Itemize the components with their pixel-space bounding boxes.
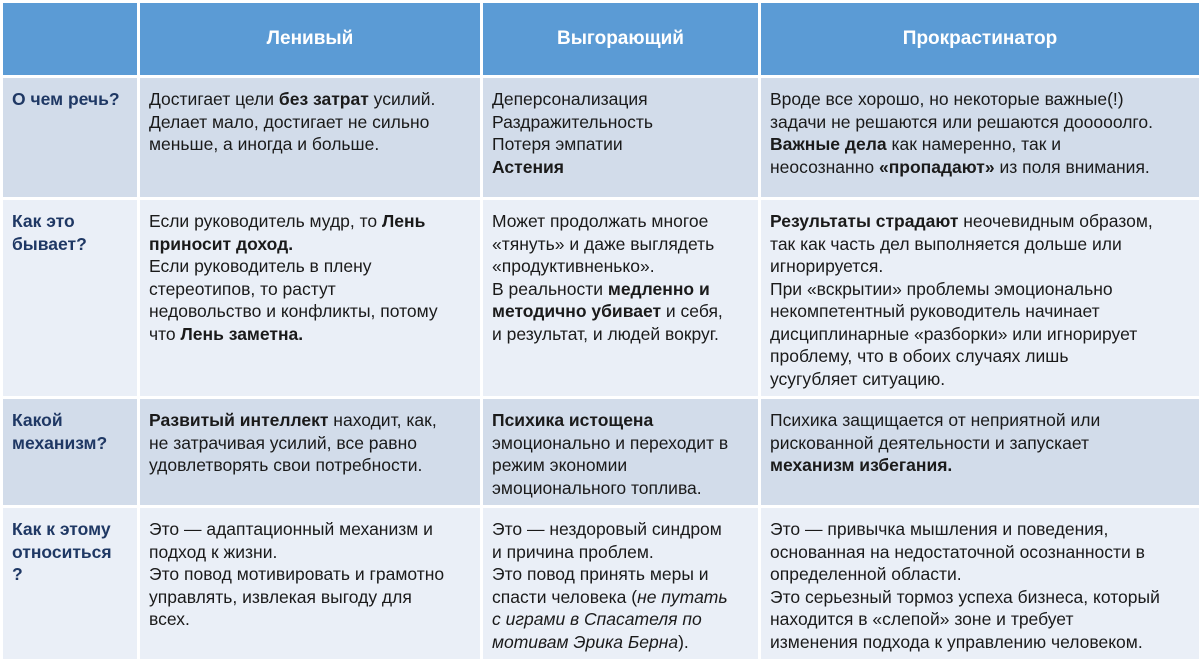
cell-line [492, 278, 750, 301]
text-run: Это повод принять меры и [492, 564, 709, 584]
row-label-line: О чем речь? [12, 89, 120, 109]
cell-procrastinator [760, 398, 1199, 507]
cell-line [492, 409, 750, 432]
header-row [2, 2, 1199, 77]
bold-text: без затрат [279, 89, 369, 109]
bold-text: медленно и [608, 279, 710, 299]
cell-line [149, 133, 472, 156]
cell-line [770, 233, 1191, 256]
cell-line [149, 586, 472, 609]
text-run: подход к жизни. [149, 542, 277, 562]
cell-line [770, 133, 1191, 156]
cell-line [149, 88, 472, 111]
cell-line [770, 345, 1191, 368]
text-run: проблему, что в обоих случаях лишь [770, 346, 1068, 366]
text-run: и результат, и людей вокруг. [492, 324, 719, 344]
bold-text: Лень [382, 211, 425, 231]
cell-line [770, 156, 1191, 179]
text-run: находит, как, [328, 410, 436, 430]
cell-line [492, 541, 750, 564]
row-label [2, 77, 139, 199]
row-label-line: бывает? [12, 234, 87, 254]
table-body [2, 77, 1199, 661]
cell-lazy [139, 398, 482, 507]
text-run: не затрачивая усилий, все равно [149, 433, 417, 453]
text-run: игнорируется. [770, 256, 883, 276]
text-run: Это — привычка мышления и поведения, [770, 519, 1108, 539]
cell-procrastinator [760, 507, 1199, 661]
header-corner [2, 2, 139, 77]
cell-line [492, 563, 750, 586]
cell-line [770, 368, 1191, 391]
cell-lazy [139, 507, 482, 661]
row-label-line: Как к этому [12, 519, 111, 539]
text-run: основанная на недостаточной осознанности в [770, 542, 1145, 562]
cell-line [770, 300, 1191, 323]
bold-text: Развитый интеллект [149, 410, 328, 430]
cell-burnout [482, 77, 760, 199]
text-run: задачи не решаются или решаются дооооолго. [770, 112, 1153, 132]
text-run: управлять, извлекая выгоду для [149, 587, 412, 607]
table-header [2, 2, 1199, 77]
text-run: Если руководитель мудр, то [149, 211, 382, 231]
row-label-line: относиться [12, 542, 112, 562]
cell-line [492, 233, 750, 256]
text-run: усилий. [369, 89, 436, 109]
cell-line [770, 432, 1191, 455]
bold-text: Астения [492, 157, 564, 177]
row-label-line: Как это [12, 211, 75, 231]
text-run: Может продолжать многое [492, 211, 708, 231]
cell-line [149, 300, 472, 323]
cell-line [770, 409, 1191, 432]
text-run: Это — нездоровый синдром [492, 519, 722, 539]
cell-line [770, 586, 1191, 609]
text-run: из поля внимания. [995, 157, 1150, 177]
cell-line [770, 608, 1191, 631]
header-lazy: Ленивый [139, 2, 482, 77]
text-run: Вроде все хорошо, но некоторые важные(!) [770, 89, 1124, 109]
text-run: так как часть дел выполняется дольше или [770, 234, 1122, 254]
cell-line [492, 631, 750, 654]
text-run: дисциплинарные «разборки» или игнорирует [770, 324, 1137, 344]
bold-text: Результаты страдают [770, 211, 958, 231]
cell-line [770, 278, 1191, 301]
cell-burnout [482, 507, 760, 661]
text-run: некомпетентный руководитель начинает [770, 301, 1100, 321]
text-run: меньше, а иногда и больше. [149, 134, 379, 154]
text-run: Это серьезный тормоз успеха бизнеса, который [770, 587, 1160, 607]
cell-line [492, 300, 750, 323]
cell-line [149, 255, 472, 278]
text-run: и себя, [661, 301, 723, 321]
cell-line [492, 608, 750, 631]
italic-text: не путать [637, 587, 728, 607]
cell-line [149, 454, 472, 477]
cell-line [492, 323, 750, 346]
bold-text: Психика истощена [492, 410, 653, 430]
row-label [2, 398, 139, 507]
cell-line [149, 233, 472, 256]
cell-line [492, 454, 750, 477]
text-run: рискованной деятельности и запускает [770, 433, 1089, 453]
row-label-line: ? [12, 564, 23, 584]
cell-line [149, 518, 472, 541]
cell-line [492, 477, 750, 500]
cell-lazy [139, 199, 482, 398]
text-run: стереотипов, то растут [149, 279, 336, 299]
row-label-line: Какой [12, 410, 63, 430]
text-run: Достигает цели [149, 89, 279, 109]
text-run: удовлетворять свои потребности. [149, 455, 422, 475]
cell-line [770, 88, 1191, 111]
cell-line [149, 409, 472, 432]
row-mechanism [2, 398, 1199, 507]
text-run: Это — адаптационный механизм и [149, 519, 433, 539]
text-run: эмоционально и переходит в [492, 433, 728, 453]
row-label [2, 507, 139, 661]
cell-line [770, 210, 1191, 233]
cell-line [770, 518, 1191, 541]
text-run: Деперсонализация [492, 89, 648, 109]
cell-line [492, 210, 750, 233]
text-run: «продуктивненько». [492, 256, 655, 276]
row-what-is-it [2, 77, 1199, 199]
text-run: как намеренно, так и [887, 134, 1061, 154]
text-run: Потеря эмпатии [492, 134, 623, 154]
text-run: ). [678, 632, 689, 652]
row-how-it-happens [2, 199, 1199, 398]
text-run: недовольство и конфликты, потому [149, 301, 438, 321]
text-run: находится в «слепой» зоне и требует [770, 609, 1073, 629]
text-run: При «вскрытии» проблемы эмоционально [770, 279, 1113, 299]
cell-line [149, 278, 472, 301]
cell-line [770, 323, 1191, 346]
row-label-line: механизм? [12, 433, 107, 453]
italic-text: мотивам Эрика Берна [492, 632, 678, 652]
text-run: В реальности [492, 279, 608, 299]
text-run: определенной области. [770, 564, 962, 584]
cell-line [149, 111, 472, 134]
text-run: усугубляет ситуацию. [770, 369, 945, 389]
cell-procrastinator [760, 199, 1199, 398]
row-label [2, 199, 139, 398]
cell-lazy [139, 77, 482, 199]
cell-line [770, 541, 1191, 564]
italic-text: с играми в Спасателя по [492, 609, 702, 629]
bold-text: приносит доход. [149, 234, 293, 254]
text-run: эмоционального топлива. [492, 478, 702, 498]
text-run: изменения подхода к управлению человеком. [770, 632, 1143, 652]
cell-line [492, 133, 750, 156]
cell-line [770, 255, 1191, 278]
cell-line [770, 111, 1191, 134]
cell-line [492, 518, 750, 541]
cell-line [492, 111, 750, 134]
cell-line [770, 563, 1191, 586]
cell-line [492, 255, 750, 278]
cell-line [770, 454, 1191, 477]
text-run: режим экономии [492, 455, 627, 475]
text-run: Раздражительность [492, 112, 653, 132]
cell-line [149, 432, 472, 455]
header-procrastinator: Прокрастинатор [760, 2, 1199, 77]
text-run: Если руководитель в плену [149, 256, 372, 276]
text-run: «тянуть» и даже выглядеть [492, 234, 714, 254]
cell-line [492, 156, 750, 179]
text-run: Делает мало, достигает не сильно [149, 112, 429, 132]
cell-burnout [482, 199, 760, 398]
header-burnout: Выгорающий [482, 2, 760, 77]
text-run: неочевидным образом, [958, 211, 1152, 231]
cell-line [492, 88, 750, 111]
text-run: неосознанно [770, 157, 879, 177]
cell-line [149, 541, 472, 564]
bold-text: Важные дела [770, 134, 887, 154]
bold-text: механизм избегания. [770, 455, 952, 475]
text-run: всех. [149, 609, 190, 629]
text-run: Это повод мотивировать и грамотно [149, 564, 444, 584]
row-how-to-treat [2, 507, 1199, 661]
cell-line [492, 432, 750, 455]
text-run: спасти человека ( [492, 587, 637, 607]
text-run: что [149, 324, 181, 344]
bold-text: методично убивает [492, 301, 661, 321]
cell-line [492, 586, 750, 609]
cell-line [149, 210, 472, 233]
cell-line [149, 608, 472, 631]
bold-text: «пропадают» [879, 157, 995, 177]
cell-line [149, 563, 472, 586]
bold-text: Лень заметна. [181, 324, 304, 344]
cell-burnout [482, 398, 760, 507]
cell-line [149, 323, 472, 346]
cell-procrastinator [760, 77, 1199, 199]
text-run: Психика защищается от неприятной или [770, 410, 1100, 430]
text-run: и причина проблем. [492, 542, 654, 562]
cell-line [770, 631, 1191, 654]
